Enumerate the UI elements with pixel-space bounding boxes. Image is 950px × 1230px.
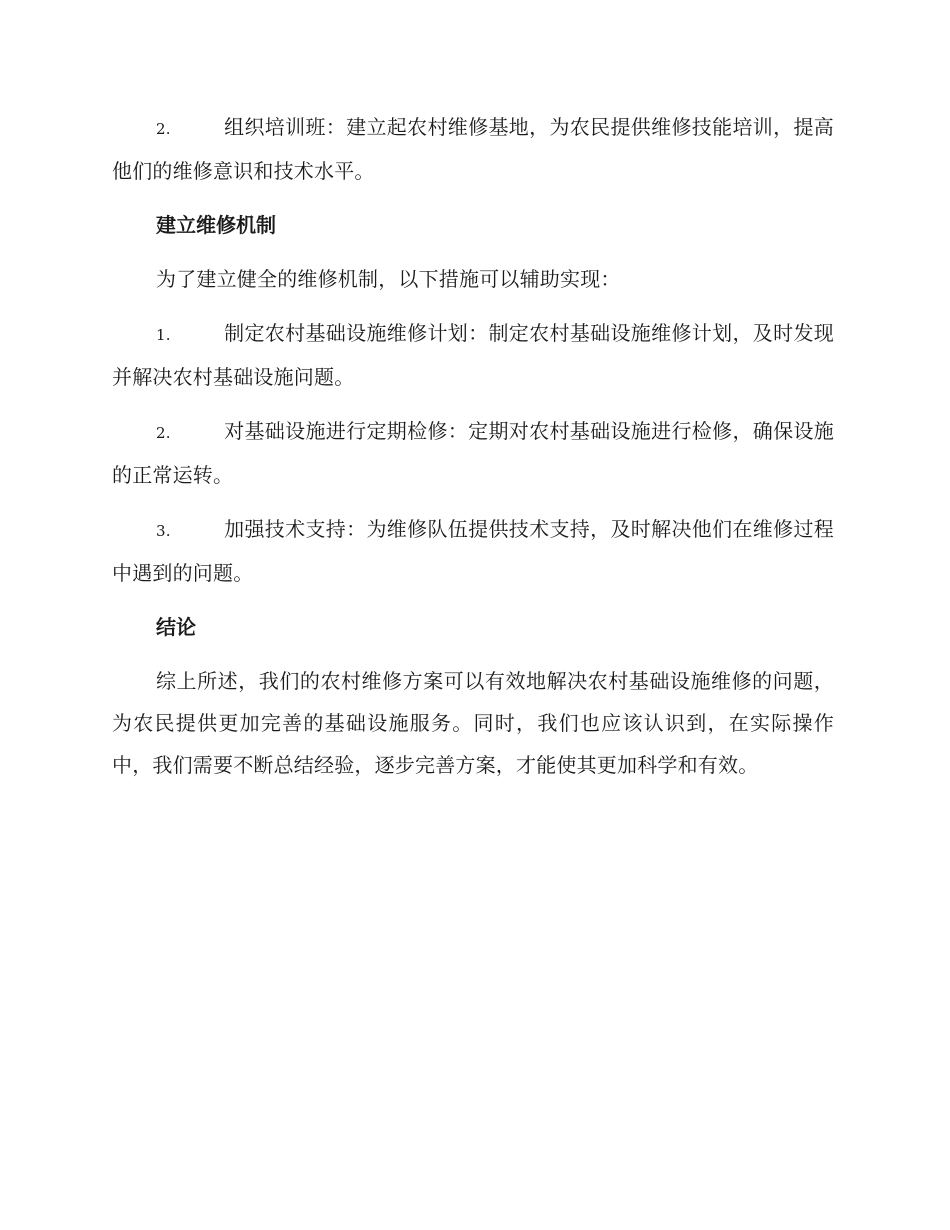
list-item-text: 对基础设施进行定期检修：定期对农村基础设施进行检修，确保设施的正常运转。: [112, 419, 834, 487]
list-item: [112, 410, 834, 496]
section-heading-conclusion: 结论: [156, 615, 196, 639]
section-intro: 为了建立健全的维修机制，以下措施可以辅助实现：: [156, 267, 621, 291]
list-item: [112, 312, 834, 398]
list-item-text: 制定农村基础设施维修计划：制定农村基础设施维修计划，及时发现并解决农村基础设施问题。: [112, 321, 834, 389]
document-page: [112, 106, 834, 798]
section-heading-mechanism: 建立维修机制: [156, 213, 276, 237]
list-item-text: 加强技术支持：为维修队伍提供技术支持，及时解决他们在维修过程中遇到的问题。: [112, 517, 834, 585]
conclusion-paragraph: 综上所述，我们的农村维修方案可以有效地解决农村基础设施维修的问题，为农民提供更加完善的基础设施服务。同时，我们也应该认识到，在实际操作中，我们需要不断总结经验，逐步完善方案，才能使其更加科学和有效。: [112, 669, 834, 777]
list-number: 3.: [156, 522, 171, 540]
list-item: [112, 508, 834, 594]
list-number: 2.: [156, 120, 171, 138]
list-item: [112, 106, 834, 192]
list-number: 2.: [156, 424, 171, 442]
list-item-text: 组织培训班：建立起农村维修基地，为农民提供维修技能培训，提高他们的维修意识和技术水平。: [112, 115, 834, 183]
list-number: 1.: [156, 326, 171, 344]
